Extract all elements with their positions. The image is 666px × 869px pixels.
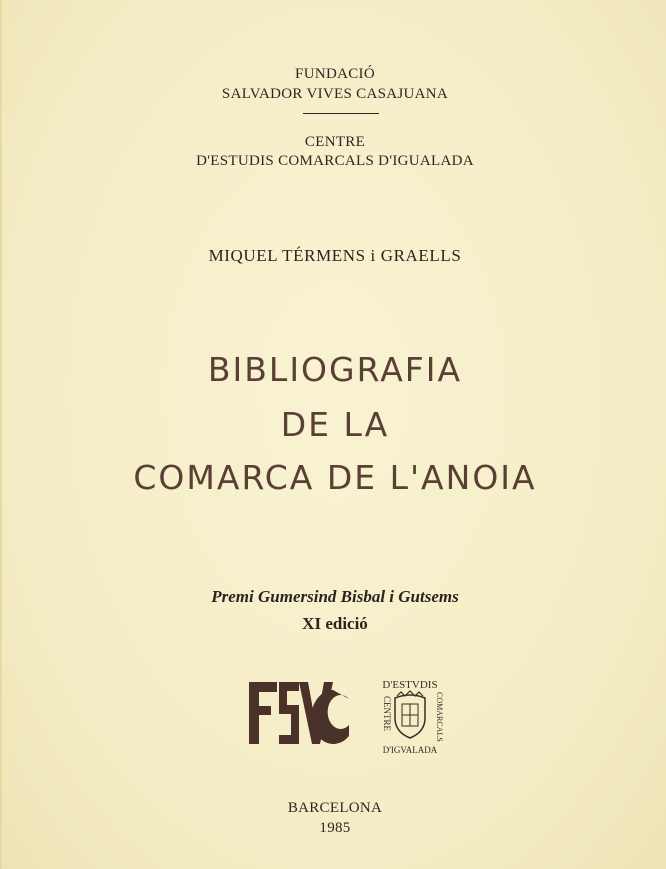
edition: XI edició bbox=[302, 614, 368, 633]
centre-estudis-seal bbox=[375, 676, 445, 756]
seal-bottom-text: D'IGVALADA bbox=[382, 745, 438, 755]
author-name: MIQUEL TÉRMENS i GRAELLS bbox=[208, 246, 462, 265]
title-line-1: BIBLIOGRAFIA bbox=[207, 350, 463, 389]
publisher-line-2: SALVADOR VIVES CASAJUANA bbox=[221, 86, 449, 102]
publication-place: BARCELONA bbox=[287, 800, 383, 816]
seal-shield-icon bbox=[395, 691, 425, 738]
publication-year: 1985 bbox=[319, 820, 351, 836]
prize-name: Premi Gumersind Bisbal i Gutsems bbox=[211, 587, 459, 606]
centre-line-1: CENTRE bbox=[304, 134, 366, 150]
seal-top-text: D'ESTVDIS bbox=[382, 679, 438, 691]
title-line-2: DE LA bbox=[280, 405, 390, 444]
fsvc-logo bbox=[249, 682, 349, 744]
title-line-3: COMARCA DE L'ANOIA bbox=[133, 458, 537, 497]
publisher-divider bbox=[303, 113, 379, 114]
publisher-line-1: FUNDACIÓ bbox=[295, 66, 375, 82]
seal-right-text: COMARCALS bbox=[435, 692, 444, 742]
centre-line-2: D'ESTUDIS COMARCALS D'IGUALADA bbox=[196, 153, 474, 169]
seal-left-text: CENTRE bbox=[382, 696, 392, 731]
